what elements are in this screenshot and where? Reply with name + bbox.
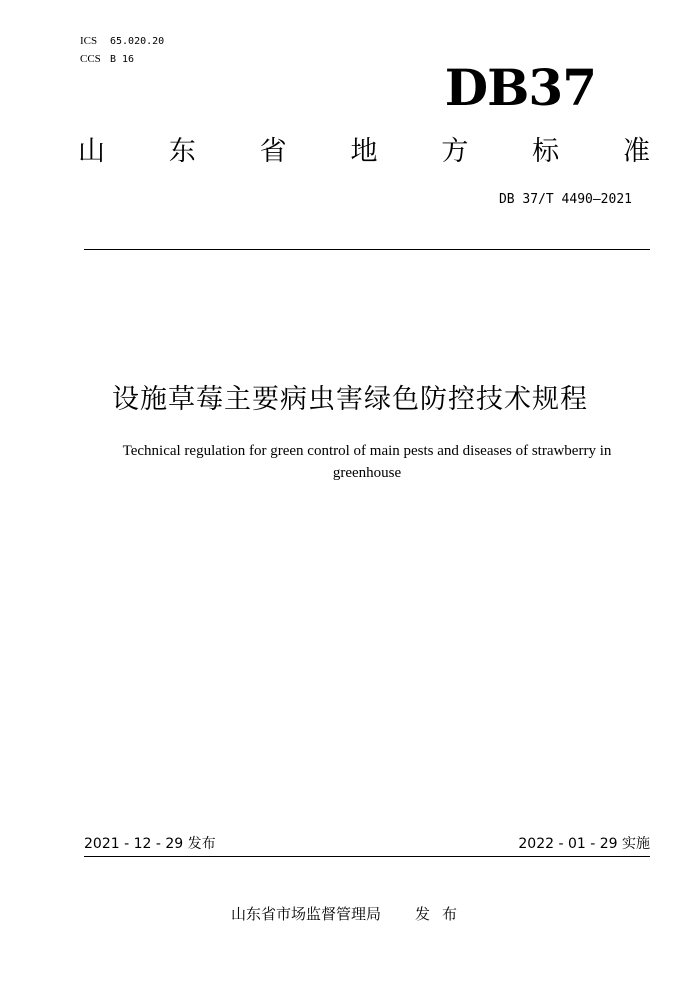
issuer-name: 山东省市场监督管理局 bbox=[230, 905, 381, 923]
standard-type-heading bbox=[78, 134, 650, 170]
ccs-label: CCS bbox=[80, 53, 101, 65]
standard-number: DB 37/T 4490—2021 bbox=[498, 192, 632, 207]
implementation-date: 2022 - 01 - 29 实施 bbox=[518, 836, 650, 852]
ccs-value: B 16 bbox=[110, 54, 135, 65]
issuer-line bbox=[0, 904, 700, 924]
standard-type-char: 地 bbox=[350, 136, 378, 167]
standard-type-char: 东 bbox=[168, 136, 196, 167]
title-english: Technical regulation for green control of main pests and diseases of strawberry in greenhouse bbox=[122, 443, 612, 481]
header-divider bbox=[84, 249, 650, 250]
standard-type-char: 省 bbox=[259, 136, 287, 167]
ccs-code bbox=[80, 52, 134, 67]
ics-code bbox=[80, 34, 164, 49]
footer-divider bbox=[84, 856, 650, 857]
issue-date: 2021 - 12 - 29 发布 bbox=[84, 836, 216, 852]
title-chinese: 设施草莓主要病虫害绿色防控技术规程 bbox=[112, 384, 588, 415]
standard-type-char: 山 bbox=[78, 136, 105, 167]
db37-logo: DB37 bbox=[444, 58, 596, 117]
issuer-verb: 发布 bbox=[415, 905, 470, 923]
standard-type-char: 方 bbox=[441, 136, 469, 167]
standard-type-char: 准 bbox=[622, 136, 650, 167]
ics-label: ICS bbox=[80, 35, 98, 47]
standard-type-char: 标 bbox=[532, 136, 560, 167]
ics-value: 65.020.20 bbox=[110, 36, 165, 47]
